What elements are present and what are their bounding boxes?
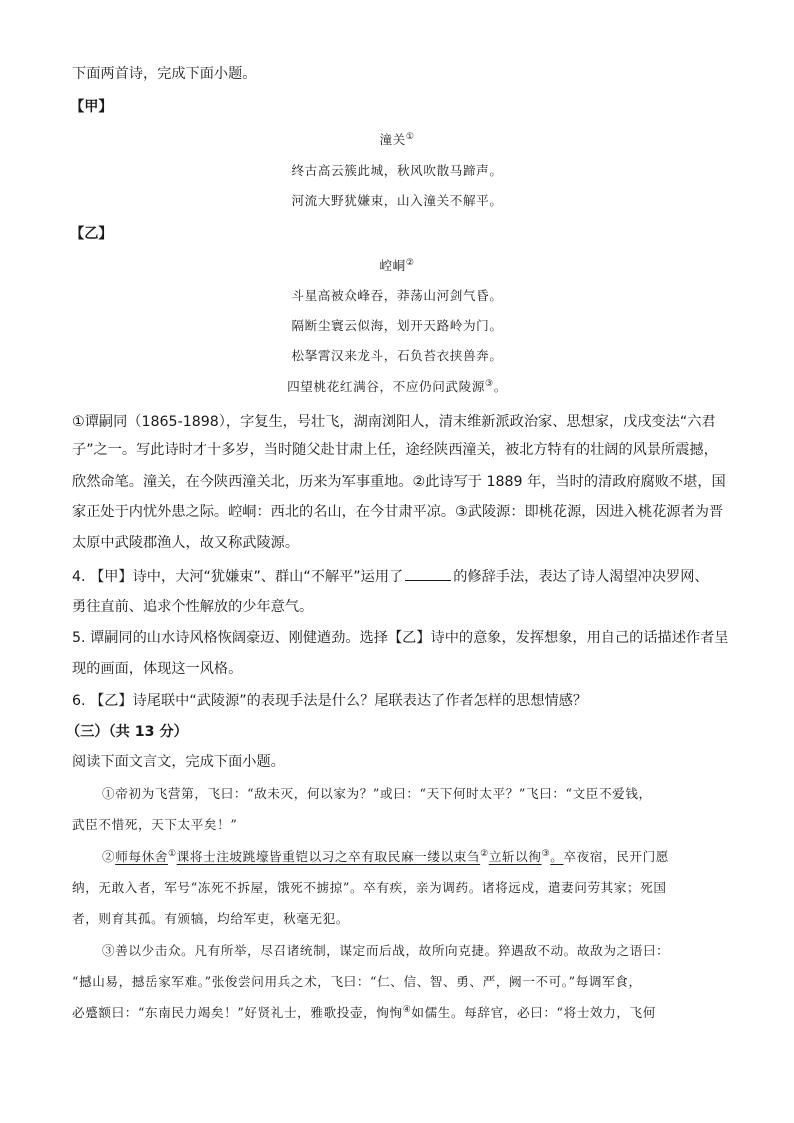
- prose-line-underlined: ②师每休舍①课将士注坡跳壕皆重铠以习之卒有取民麻一缕以束刍②立斩以徇③。卒夜宿，民开门愿: [102, 848, 670, 864]
- prose-line: ①帝初为飞营第，飞曰：“敌未灭，何以家为？”或曰：“天下何时太平？”飞曰：“文臣不爱钱，: [102, 786, 652, 801]
- answer-blank[interactable]: [405, 566, 451, 581]
- section-heading: （三）（共 13 分）: [66, 724, 188, 740]
- footnote-mark: ③: [485, 378, 494, 389]
- footnote-line: 太原中武陵郡渔人，故又称武陵源。: [72, 535, 300, 551]
- footnote-mark: ②: [405, 257, 415, 268]
- poem-b-line: 松拏霄汉来龙斗，石负苔衣挟兽奔。: [291, 348, 503, 363]
- poem-b-title: 崆峒②: [379, 257, 415, 273]
- poem-a-marker: 【甲】: [70, 99, 113, 115]
- prose-line: “撼山易，撼岳家军难。”张俊尝问用兵之术，飞曰：“仁、信、智、勇、严，阙一不可。”每调军食，: [72, 974, 642, 989]
- poem-b-marker: 【乙】: [70, 226, 113, 242]
- poem-a-title: 潼关①: [379, 131, 415, 147]
- poem-a-line: 终古高云簇此城，秋风吹散马蹄声。: [291, 163, 503, 178]
- footnote-mark: ②: [480, 848, 489, 859]
- prose-intro: 阅读下面文言文，完成下面小题。: [72, 754, 285, 770]
- intro-text: 下面两首诗，完成下面小题。: [72, 66, 257, 82]
- footnote-line: ①谭嗣同（1865-1898），字复生，号壮飞，湖南浏阳人，清末维新派政治家、思想家，戊戌变法“六君: [72, 414, 716, 430]
- footnote-mark: ③: [541, 848, 551, 859]
- question-4: 4. 【甲】诗中，大河“犹嫌束”、群山“不解平”运用了 的修辞手法，表达了诗人渴望冲决罗网、: [72, 566, 709, 587]
- question-5: 5. 谭嗣同的山水诗风格恢阔豪迈、刚健遒劲。选择【乙】诗中的意象，发挥想象，用自己的话描述作者呈: [72, 630, 729, 646]
- prose-line: 必蹙额曰：“东南民力竭矣！”好贤礼士，雅歌投壶，恂恂④如儒生。每辞官，必曰：“将士效力，飞何: [72, 1004, 656, 1020]
- footnote-line: 家正处于内忧外患之际。崆峒：西北的名山，在今甘肃平凉。③武陵源：即桃花源，因进入桃花源者为晋: [72, 504, 724, 520]
- footnote-line: 子”之一。写此诗时才十多岁，当时随父赴甘肃上任，途经陕西潼关，被北方特有的壮阔的风景所震撼，: [72, 442, 718, 458]
- question-6: 6. 【乙】诗尾联中“武陵源”的表现手法是什么？尾联表达了作者怎样的思想情感？: [72, 693, 588, 709]
- prose-line: 纳，无敢入者，军号“冻死不拆屋，饿死不掳掠”。卒有疾，亲为调药。诸将远戍，遣妻问劳其家；死国: [72, 880, 667, 895]
- question-5-cont: 现的画面，体现这一风格。: [72, 661, 243, 677]
- prose-line: ③善以少击众。凡有所举，尽召诸统制，谋定而后战，故所向克捷。猝遇敌不动。故敌为之语曰：: [102, 943, 670, 958]
- poem-b-line: 四望桃花红满谷，不应仍问武陵源③。: [287, 378, 507, 394]
- footnote-mark: ①: [405, 131, 415, 142]
- footnote-line: 欣然命笔。潼关，在今陕西潼关北，历来为军事重地。②此诗写于 1889 年，当时的清政府腐败不堪，国: [72, 474, 726, 490]
- poem-b-line: 隔断尘寰云似海，划开天路岭为门。: [291, 318, 503, 333]
- question-4-cont: 勇往直前、追求个性解放的少年意气。: [72, 599, 314, 615]
- poem-b-line: 斗星高被众峰吞，莽荡山河剑气昏。: [291, 288, 503, 303]
- footnote-mark: ①: [167, 848, 177, 859]
- prose-line: 者，则育其孤。有颁犒，均给军吏，秋毫无犯。: [72, 911, 350, 926]
- footnote-mark: ④: [402, 1004, 412, 1015]
- prose-line: 武臣不惜死，天下太平矣！”: [72, 817, 238, 832]
- poem-a-line: 河流大野犹嫌束，山入潼关不解平。: [291, 193, 503, 208]
